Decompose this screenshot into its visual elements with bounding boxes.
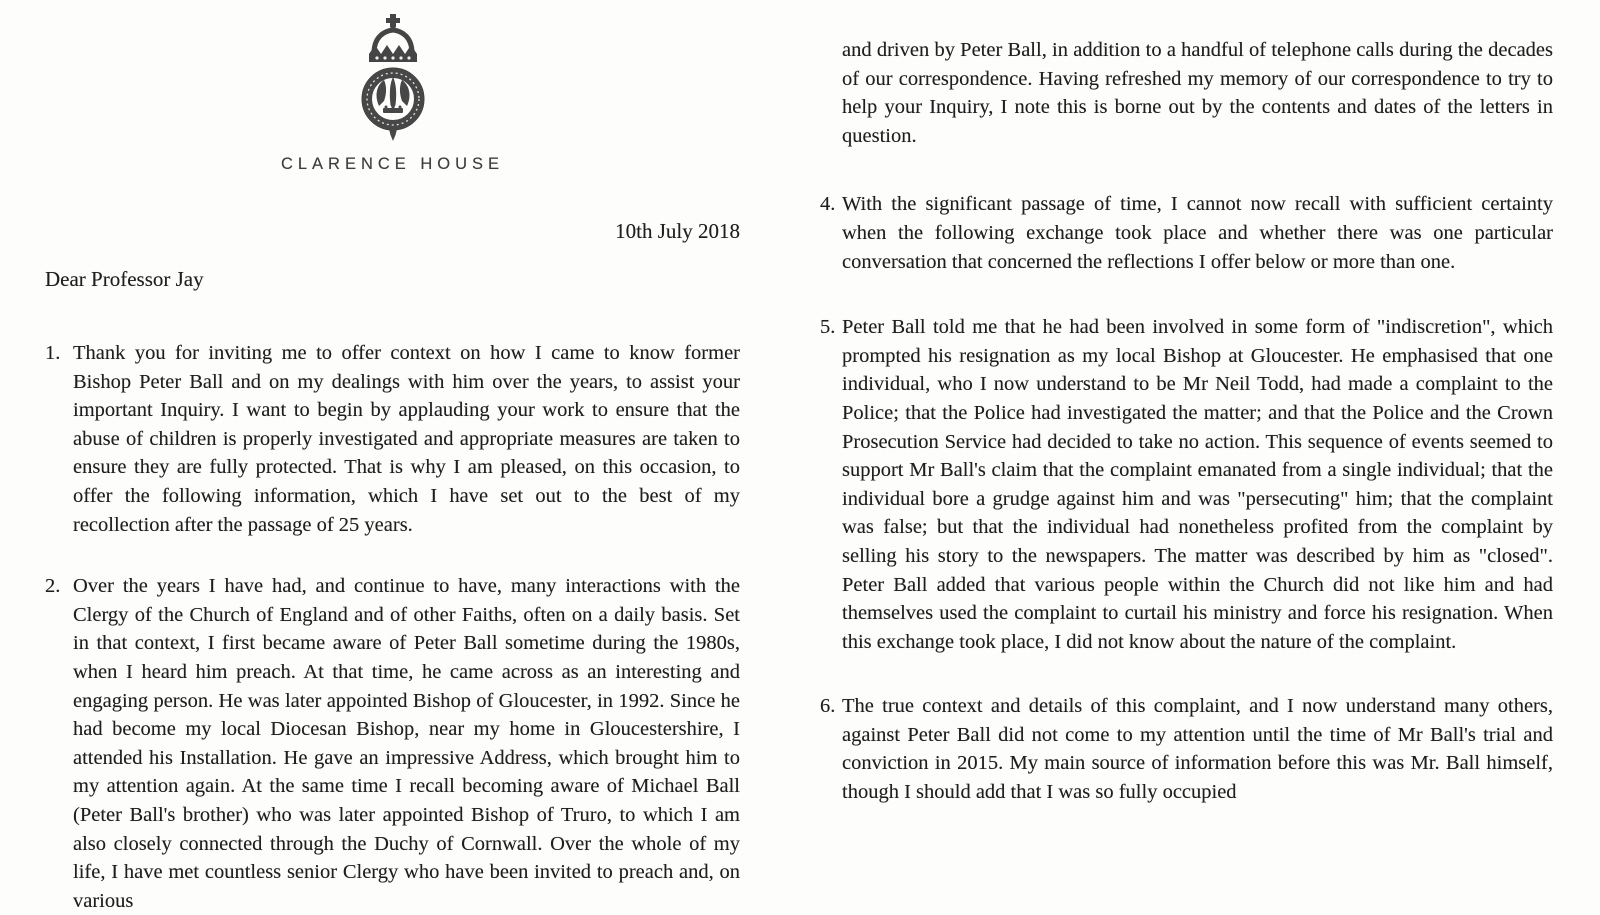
paragraph-text: and driven by Peter Ball, in addition to a handful of telephone calls during the decades of our correspondence. Having refreshed my memory of our correspondence to try to help your Inquiry, I note this is borne out by the contents and dates of the letters in question. <box>842 39 1553 147</box>
prince-of-wales-feathers-crest-icon <box>354 13 432 141</box>
salutation: Dear Professor Jay <box>45 267 204 291</box>
paragraph-5 <box>820 313 1553 656</box>
paragraph-text: Over the years I have had, and continue to have, many interactions with the Clergy of the Church of England and of other Faiths, often on a daily basis. Set in that context, I first became aware of Peter Ball sometime during the 1980s, when I heard him preach. At that time, he came across as an interesting and engaging person. He was later appointed Bishop of Gloucester, in 1992. Since he had become my local Diocesan Bishop, near my home in Gloucestershire, I attended his Installation. He gave an impressive Address, which brought him to my attention again. At the same time I recall becoming aware of Michael Ball (Peter Ball's brother) who was later appointed Bishop of Truro, to which I am also closely connected through the Duchy of Cornwall. Over the whole of my life, I have met countless senior Clergy who have been invited to preach and, on various <box>73 575 740 912</box>
paragraph-number: 2. <box>45 575 61 598</box>
paragraph-3-continuation <box>820 36 1553 150</box>
clarence-house-crest <box>354 13 432 141</box>
letterhead-name: CLARENCE HOUSE <box>280 155 505 173</box>
paragraph-4 <box>820 190 1553 276</box>
paragraph-6 <box>820 692 1553 806</box>
letter-page-1 <box>45 0 740 912</box>
paragraph-number: 1. <box>45 342 61 364</box>
paragraph-text: Thank you for inviting me to offer context on how I came to know former Bishop Peter Ball and on my dealings with him over the years, to assist your important Inquiry. I want to begin by applauding your work to ensure that the abuse of children is properly investigated and appropriate measures are taken to ensure they are fully protected. That is why I am pleased, on this occasion, to offer the following information, which I have set out to the best of my recollection after the passage of 25 years. <box>73 342 740 536</box>
paragraph-text: The true context and details of this complaint, and I now understand many others, against Peter Ball did not come to my attention until the time of Mr Ball's trial and conviction in 2015. My main source of information before this was Mr. Ball himself, though I should add that I was so fully occupied <box>842 695 1553 804</box>
paragraph-number: 4. <box>820 193 836 216</box>
paragraph-text: With the significant passage of time, I cannot now recall with sufficient certainty when the following exchange took place and whether there was one particular conversation that concerned the reflections I offer below or more than one. <box>842 193 1553 273</box>
paragraph-number: 6. <box>820 695 836 718</box>
letter-page-2 <box>820 36 1553 807</box>
paragraph-2 <box>45 572 740 915</box>
paragraph-text: Peter Ball told me that he had been involved in some form of "indiscretion", which prompted his resignation as my local Bishop at Gloucester. He emphasised that one individual, who I now understand to be Mr Neil Todd, had made a complaint to the Police; that the Police had investigated the matter; and that the Police and the Crown Prosecution Service had decided to take no action. This sequence of events seemed to support Mr Ball's claim that the complaint emanated from a single individual; that the individual bore a grudge against him and was "persecuting" him; that the complaint was false; but that the individual had nonetheless profited from the complaint by selling his story to the newspapers. The matter was described by him as "closed". Peter Ball added that various people within the Church did not like him and had themselves used the complaint to curtail his ministry and force his resignation. When this exchange took place, I did not know about the nature of the complaint. <box>842 316 1553 653</box>
letter-date: 10th July 2018 <box>615 219 740 243</box>
paragraph-number: 5. <box>820 316 836 339</box>
paragraph-1 <box>45 339 740 539</box>
